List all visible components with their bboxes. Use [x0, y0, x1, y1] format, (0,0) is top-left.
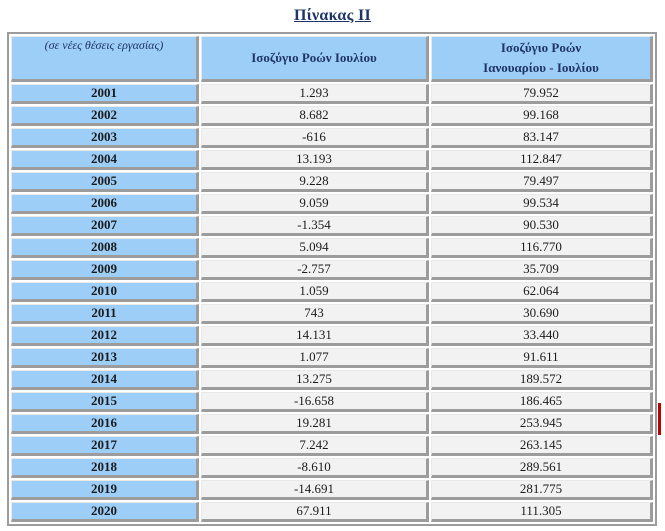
table-row — [11, 282, 653, 302]
jan-july-balance-cell: 33.440 — [431, 326, 653, 346]
page-title: Πίνακας II — [293, 7, 372, 24]
revision-bar — [658, 403, 661, 435]
july-balance-cell: 13.193 — [201, 150, 429, 170]
table-header — [11, 36, 653, 82]
july-balance-cell: 67.911 — [201, 502, 429, 522]
flows-table — [7, 32, 657, 526]
jan-july-balance-cell: 79.497 — [431, 172, 653, 192]
table-row — [11, 194, 653, 214]
jan-july-balance-cell: 35.709 — [431, 260, 653, 280]
jan-july-balance-cell: 112.847 — [431, 150, 653, 170]
jan-july-balance-cell: 289.561 — [431, 458, 653, 478]
table-row — [11, 348, 653, 368]
jan-july-balance-cell: 99.168 — [431, 106, 653, 126]
jan-july-balance-cell: 186.465 — [431, 392, 653, 412]
table-row — [11, 480, 653, 500]
july-balance-cell: 7.242 — [201, 436, 429, 456]
table-row — [11, 172, 653, 192]
table-row — [11, 458, 653, 478]
jan-july-balance-cell: 90.530 — [431, 216, 653, 236]
year-cell: 2020 — [11, 502, 199, 522]
jan-july-balance-cell: 253.945 — [431, 414, 653, 434]
jan-july-balance-cell: 30.690 — [431, 304, 653, 324]
year-cell: 2018 — [11, 458, 199, 478]
year-cell: 2013 — [11, 348, 199, 368]
table-row — [11, 106, 653, 126]
year-cell: 2015 — [11, 392, 199, 412]
july-balance-cell: 8.682 — [201, 106, 429, 126]
jan-july-balance-cell: 83.147 — [431, 128, 653, 148]
july-balance-cell: 19.281 — [201, 414, 429, 434]
table-row — [11, 370, 653, 390]
table-row — [11, 436, 653, 456]
table-row — [11, 502, 653, 522]
jan-july-balance-cell: 111.305 — [431, 502, 653, 522]
jan-july-balance-cell: 189.572 — [431, 370, 653, 390]
year-cell: 2007 — [11, 216, 199, 236]
july-balance-header: Ισοζύγιο Ροών Ιουλίου — [201, 36, 429, 82]
july-balance-cell: -16.658 — [201, 392, 429, 412]
july-balance-cell: 14.131 — [201, 326, 429, 346]
july-balance-cell: 9.059 — [201, 194, 429, 214]
year-cell: 2001 — [11, 84, 199, 104]
july-balance-cell: 13.275 — [201, 370, 429, 390]
year-cell: 2002 — [11, 106, 199, 126]
july-balance-cell: -616 — [201, 128, 429, 148]
jan-july-header-line2: Ιανουαρίου - Ιουλίου — [483, 59, 599, 75]
july-balance-cell: -8.610 — [201, 458, 429, 478]
jan-july-balance-cell: 91.611 — [431, 348, 653, 368]
table-row — [11, 392, 653, 412]
document-page — [0, 7, 665, 531]
table-body — [11, 84, 653, 522]
year-cell: 2008 — [11, 238, 199, 258]
july-balance-cell: -2.757 — [201, 260, 429, 280]
table-row — [11, 84, 653, 104]
year-cell: 2019 — [11, 480, 199, 500]
year-cell: 2004 — [11, 150, 199, 170]
july-balance-cell: -14.691 — [201, 480, 429, 500]
year-cell: 2017 — [11, 436, 199, 456]
table-row — [11, 414, 653, 434]
jan-july-balance-cell: 79.952 — [431, 84, 653, 104]
jan-july-balance-cell: 99.534 — [431, 194, 653, 214]
july-balance-cell: 743 — [201, 304, 429, 324]
july-balance-cell: 1.059 — [201, 282, 429, 302]
table-row — [11, 216, 653, 236]
year-cell: 2011 — [11, 304, 199, 324]
jan-july-header-line1: Ισοζύγιο Ροών — [500, 40, 582, 56]
table-row — [11, 128, 653, 148]
table-row — [11, 260, 653, 280]
july-balance-cell: 1.077 — [201, 348, 429, 368]
july-balance-cell: -1.354 — [201, 216, 429, 236]
jan-july-balance-header — [431, 36, 653, 82]
year-cell: 2006 — [11, 194, 199, 214]
july-balance-cell: 1.293 — [201, 84, 429, 104]
year-cell: 2010 — [11, 282, 199, 302]
header-row — [11, 36, 653, 82]
year-cell: 2003 — [11, 128, 199, 148]
table-row — [11, 304, 653, 324]
year-cell: 2005 — [11, 172, 199, 192]
jan-july-balance-cell: 116.770 — [431, 238, 653, 258]
july-balance-cell: 5.094 — [201, 238, 429, 258]
jan-july-balance-cell: 281.775 — [431, 480, 653, 500]
year-cell: 2009 — [11, 260, 199, 280]
jan-july-balance-cell: 263.145 — [431, 436, 653, 456]
unit-label-header: (σε νέες θέσεις εργασίας) — [11, 36, 199, 82]
jan-july-balance-cell: 62.064 — [431, 282, 653, 302]
july-balance-cell: 9.228 — [201, 172, 429, 192]
year-cell: 2014 — [11, 370, 199, 390]
table-row — [11, 238, 653, 258]
year-cell: 2016 — [11, 414, 199, 434]
table-row — [11, 326, 653, 346]
table-row — [11, 150, 653, 170]
year-cell: 2012 — [11, 326, 199, 346]
